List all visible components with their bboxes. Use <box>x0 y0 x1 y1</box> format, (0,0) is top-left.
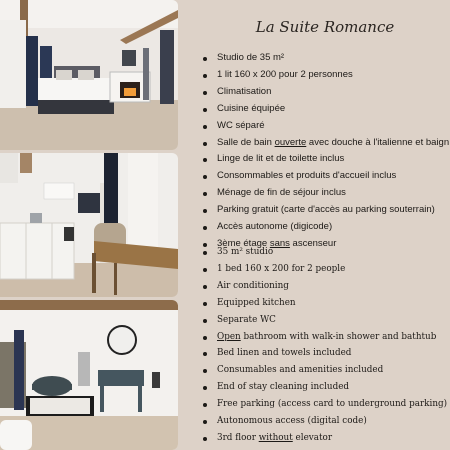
amenity-text: Cuisine équipée <box>217 102 286 114</box>
amenity-item <box>202 101 449 118</box>
amenity-text: Consumables and amenities included <box>217 365 384 376</box>
amenity-text: Autonomous access (digital code) <box>217 416 367 427</box>
underlined-text: Open <box>217 331 241 342</box>
amenity-item <box>202 185 449 202</box>
amenity-item <box>202 202 449 219</box>
amenity-item <box>202 430 447 447</box>
amenity-text: 3rd floor <box>217 432 259 443</box>
amenity-item <box>202 67 449 84</box>
amenity-text: End of stay cleaning included <box>217 382 350 393</box>
amenity-item <box>202 261 447 278</box>
amenity-item <box>202 345 447 362</box>
amenity-text: Bed linen and towels included <box>217 348 352 359</box>
amenity-text: Air conditioning <box>217 280 289 291</box>
amenity-item <box>202 295 447 312</box>
amenity-text: WC séparé <box>217 119 265 131</box>
bedroom-photo <box>0 0 178 150</box>
amenity-text: Separate WC <box>217 314 276 325</box>
amenity-text: Salle de bain <box>217 136 275 148</box>
amenity-item <box>202 118 449 135</box>
amenity-text: ascenseur <box>289 237 337 249</box>
amenity-text: Studio de 35 m² <box>217 52 285 63</box>
amenity-text: Free parking (access card to underground parking) <box>217 399 448 410</box>
amenity-item <box>202 413 447 430</box>
amenity-text: Equipped kitchen <box>217 297 296 308</box>
amenity-item <box>202 84 449 101</box>
amenity-item <box>202 329 447 346</box>
amenity-text: Climatisation <box>217 85 272 97</box>
underlined-text: sans <box>269 237 290 249</box>
underlined-text: ouverte <box>274 136 307 148</box>
amenity-text: 35 m² studio <box>217 247 274 257</box>
amenity-item <box>202 219 449 236</box>
amenity-item <box>202 168 449 185</box>
amenity-text: bathroom with walk-in shower and bathtub <box>240 331 437 342</box>
amenity-text: Ménage de fin de séjour inclus <box>217 187 346 199</box>
amenity-item <box>202 135 449 152</box>
amenity-text: Parking gratuit (carte d'accès au parking souterrain) <box>217 204 435 216</box>
amenity-item <box>202 50 449 67</box>
amenity-text: Consommables et produits d'accueil inclus <box>217 170 397 182</box>
amenity-text: Accès autonome (digicode) <box>217 221 333 233</box>
amenity-text: Linge de lit et de toilette inclus <box>217 153 345 165</box>
kitchen-photo <box>0 153 178 297</box>
underlined-text: without <box>258 432 293 443</box>
amenity-item <box>202 396 447 413</box>
amenity-text: 1 bed 160 x 200 for 2 people <box>217 263 346 274</box>
amenity-item <box>202 362 447 379</box>
amenity-text: avec douche à l'italienne et baign <box>306 136 450 148</box>
amenity-item <box>202 244 447 261</box>
amenity-item <box>202 151 449 168</box>
amenity-item <box>202 278 447 295</box>
french-amenities-list <box>202 50 449 253</box>
bathroom-photo <box>0 300 178 450</box>
amenity-item <box>202 379 447 396</box>
english-amenities-list <box>202 244 447 447</box>
amenity-text: elevator <box>292 432 333 443</box>
page-title: La Suite Romance <box>255 18 395 36</box>
amenity-text: 1 lit 160 x 200 pour 2 personnes <box>217 68 353 80</box>
amenity-text: 3ème étage <box>217 237 270 249</box>
amenity-item <box>202 312 447 329</box>
